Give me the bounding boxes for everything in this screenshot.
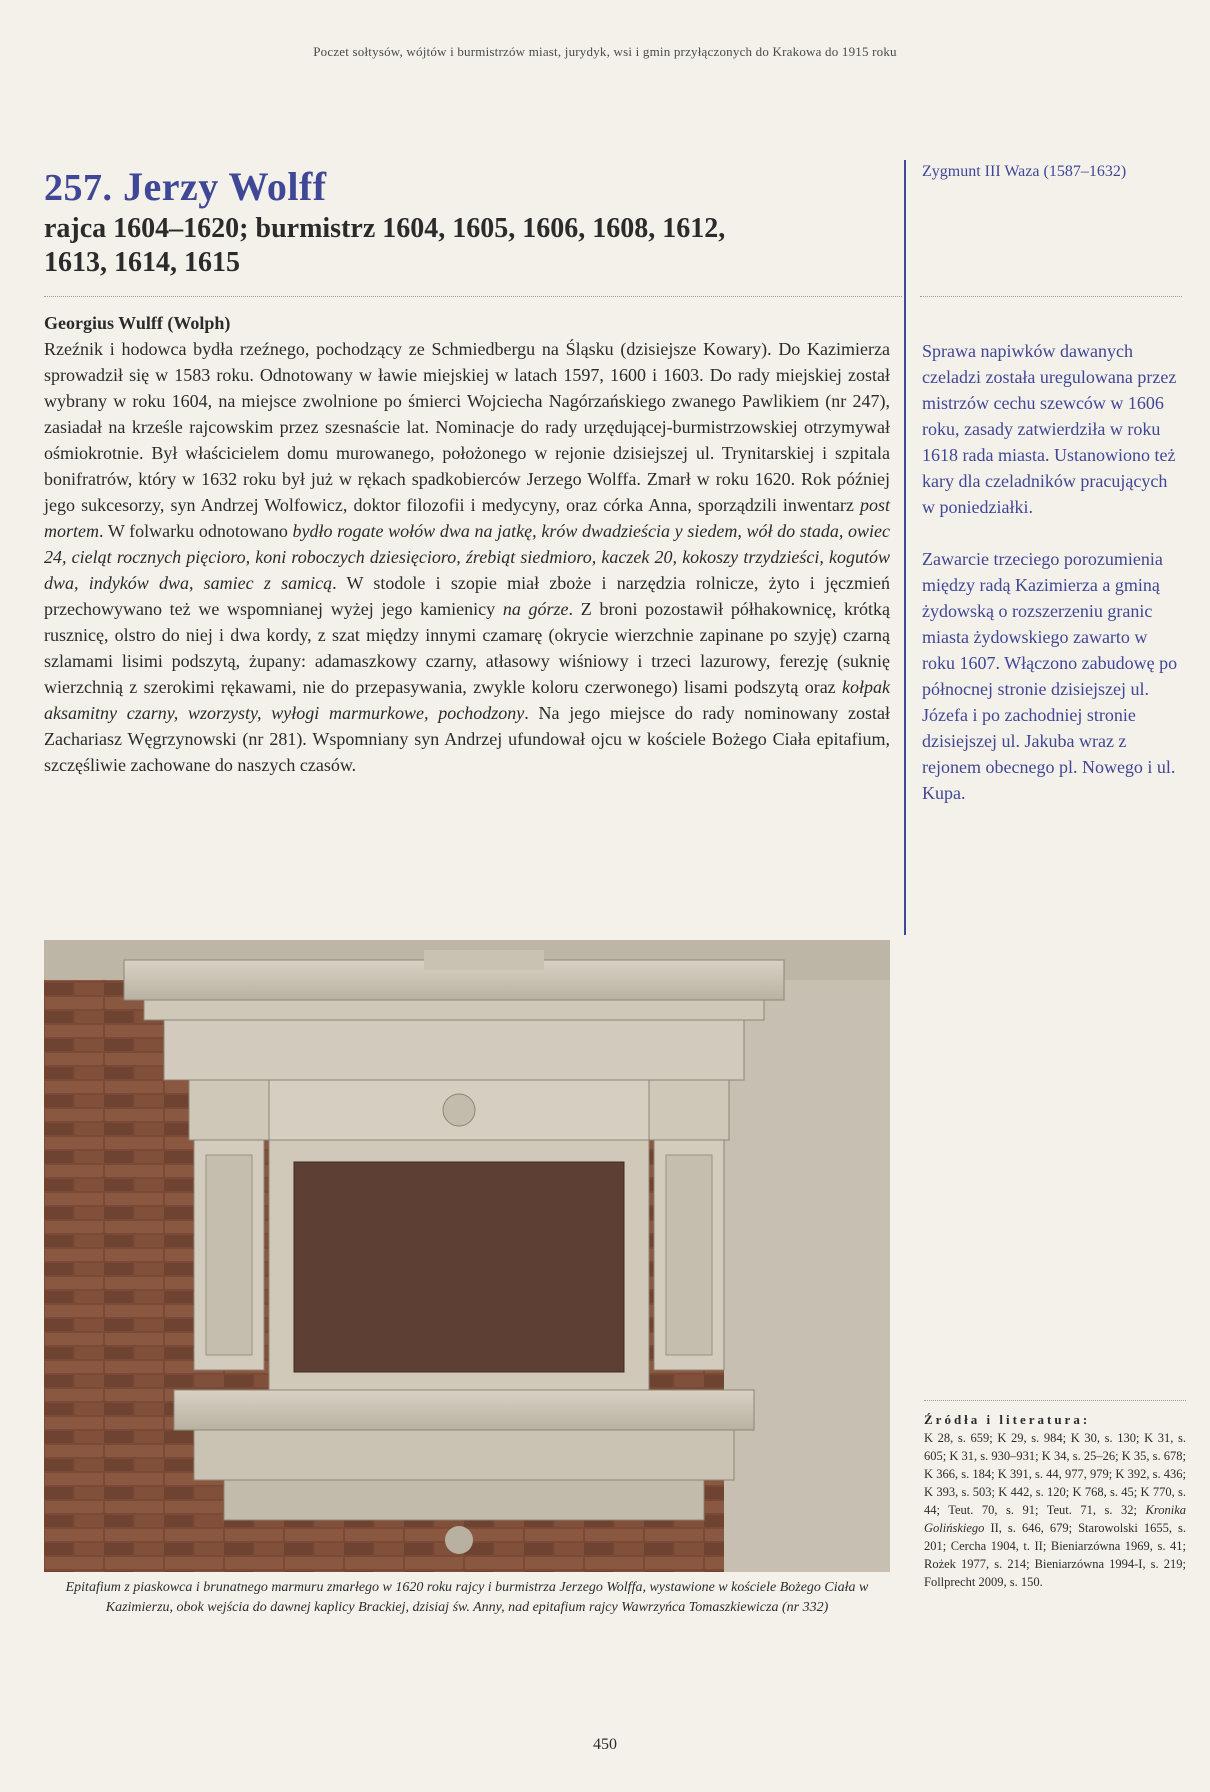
entry-offices-line2: 1613, 1614, 1615	[44, 247, 240, 278]
entry-header	[44, 163, 894, 280]
entry-body	[44, 310, 890, 778]
sources-text-a: K 28, s. 659; K 29, s. 984; K 30, s. 130; K 31, s. 605; K 31, s. 930–931; K 34, s. 25–26; K 35, s. 678; K 366, s. 184; K 391, s. 44, 977, 979; K 392, s. 436; K 393, s. 503; K 442, s. 120; K 768, s. 45; K 770, s. 44; Teut. 70, s. 91; Teut. 71, s. 32;	[924, 1431, 1186, 1517]
sources-text-italic: Kronika Golińskiego	[924, 1503, 1187, 1535]
entry-name: Jerzy Wolff	[123, 164, 327, 209]
photo-caption: Epitafium z piaskowca i brunatnego marmuru zmarłego w 1620 roku rajcy i burmistrza Jerzego Wolffa, wystawione w kościele Bożego Ciała w Kazimierzu, obok wejścia do dawnej kaplicy Brackiej, dzisiaj św. Anny, nad epitafium rajcy Wawrzyńca Tomaszkiewicza (nr 332)	[65, 1580, 869, 1615]
body-text-1: Rzeźnik i hodowca bydła rzeźnego, pochodzący ze Schmiedbergu na Śląsku (dzisiejsze Kowary). Do Kazimierza sprowadził się w 1583 roku. Odnotowany w ławie miejskiej w latach 1597, 1600 i 1603. Do rady miejskiej został wybrany w roku 1604, na miejsce zwolnione po śmierci Wojciecha Nagórzańskiego zwanego Pawlikiem (nr 247), zasiadał na krześle rajcowskim przez szesnaście lat. Nominacje do rady urzędującej-burmistrzowskiej otrzymywał ośmiokrotnie. Był właścicielem domu murowanego, położonego w rejonie dzisiejszej ul. Trynitarskiej i szpitala bonifratrów, który w 1632 roku był już w rękach spadkobierców Jerzego Wolffa. Zmarł w roku 1620. Rok później jego sukcesorzy, syn Andrzej Wolfowicz, doktor filozofii i medycyny, oraz córka Anna, sporządzili inwentarz	[44, 339, 890, 515]
body-paragraph	[44, 336, 890, 778]
body-text-2: . W folwarku odnotowano	[99, 521, 288, 541]
body-text-4: . Z broni pozostawił półhakownicę, krótką rusznicę, olstro do niej i dwa kordy, z szat między innymi czamarę (okrycie wierzchnie zapinane po szyję) czarną szlamami lisimi podszytą, żupany: adamaszkowy czarny, atłasowy wiśniowy i trzeci lazurowy, ferezję (suknię wierzchnią z szerokimi rękawami, nie do przepasywania, zwykle koloru czerwonego) lisami podszytą oraz	[44, 599, 891, 697]
entry-offices	[44, 212, 894, 280]
epitaph-photo	[44, 940, 890, 1572]
sources-box	[924, 1400, 1186, 1591]
body-text-5: . Na jego miejsce do rady nominowany został Zachariasz Węgrzynowski (nr 281). Wspomniany syn Andrzej ufundował ojcu w kościele Bożego Ciała epitafium, szczęśliwie zachowane do naszych czasów.	[44, 703, 890, 775]
page-number: 450	[593, 1736, 617, 1753]
latin-name: Georgius Wulff (Wolph)	[44, 313, 231, 333]
sidebar-notes	[922, 338, 1184, 832]
column-divider	[904, 160, 906, 935]
body-text-3: . W stodole i szopie miał zboże i narzędzia rolnicze, żyto i jęczmień przechowywano też we wspomnianej wyżej jego kamienicy	[44, 573, 890, 619]
sources-text-b: II, s. 646, 679; Starowolski 1655, s. 201; Cercha 1904, t. II; Bieniarzówna 1969, s. 41; Rożek 1977, s. 214; Bieniarzówna 1994-I, s. 219; Follprecht 2009, s. 150.	[924, 1521, 1187, 1589]
sidebar-note-2: Zawarcie trzeciego porozumienia między radą Kazimierza a gminą żydowską o rozszerzeniu granic miasta żydowskiego zawarto w roku 1607. Włączono zabudowę po północnej stronie dzisiejszej ul. Józefa i po zachodniej stronie dzisiejszej ul. Jakuba wraz z rejonem obecnego pl. Nowego i ul. Kupa.	[922, 549, 1178, 803]
body-italic-4: kołpak aksamitny czarny, wzorzysty, wyłogi marmurkowe, pochodzony	[44, 677, 891, 723]
body-italic-2: bydło rogate wołów dwa na jatkę, krów dwadzieścia y siedem, wół do stada, owiec 24, cieląt rocznych pięcioro, koni roboczych dziesięcioro, źrebiąt siedmioro, kaczek 20, kokoszy trzydzieści, kogutów dwa, indyków dwa, samiec z samicą	[44, 521, 890, 593]
entry-offices-line1: rajca 1604–1620; burmistrz 1604, 1605, 1606, 1608, 1612,	[44, 213, 726, 244]
entry-title	[44, 163, 894, 210]
sources-text	[924, 1429, 1186, 1591]
reign-note: Zygmunt III Waza (1587–1632)	[922, 163, 1127, 180]
body-italic-1: post mortem	[44, 495, 891, 541]
epitaph-illustration	[44, 940, 890, 1572]
body-italic-3: na górze	[502, 599, 569, 619]
sources-title: Źródła i literatura:	[924, 1412, 1091, 1427]
sidebar-note-1: Sprawa napiwków dawanych czeladzi została uregulowana przez mistrzów cechu szewców w 1606 roku, zasady zatwierdziła w roku 1618 rada miasta. Ustanowiono też kary dla czeladników pracujących w poniedziałki.	[922, 341, 1177, 517]
sidebar-divider	[920, 296, 1182, 297]
header-divider	[44, 296, 902, 297]
entry-number: 257.	[44, 167, 113, 209]
running-head: Poczet sołtysów, wójtów i burmistrzów miast, jurydyk, wsi i gmin przyłączonych do Krakowa do 1915 roku	[313, 44, 897, 59]
